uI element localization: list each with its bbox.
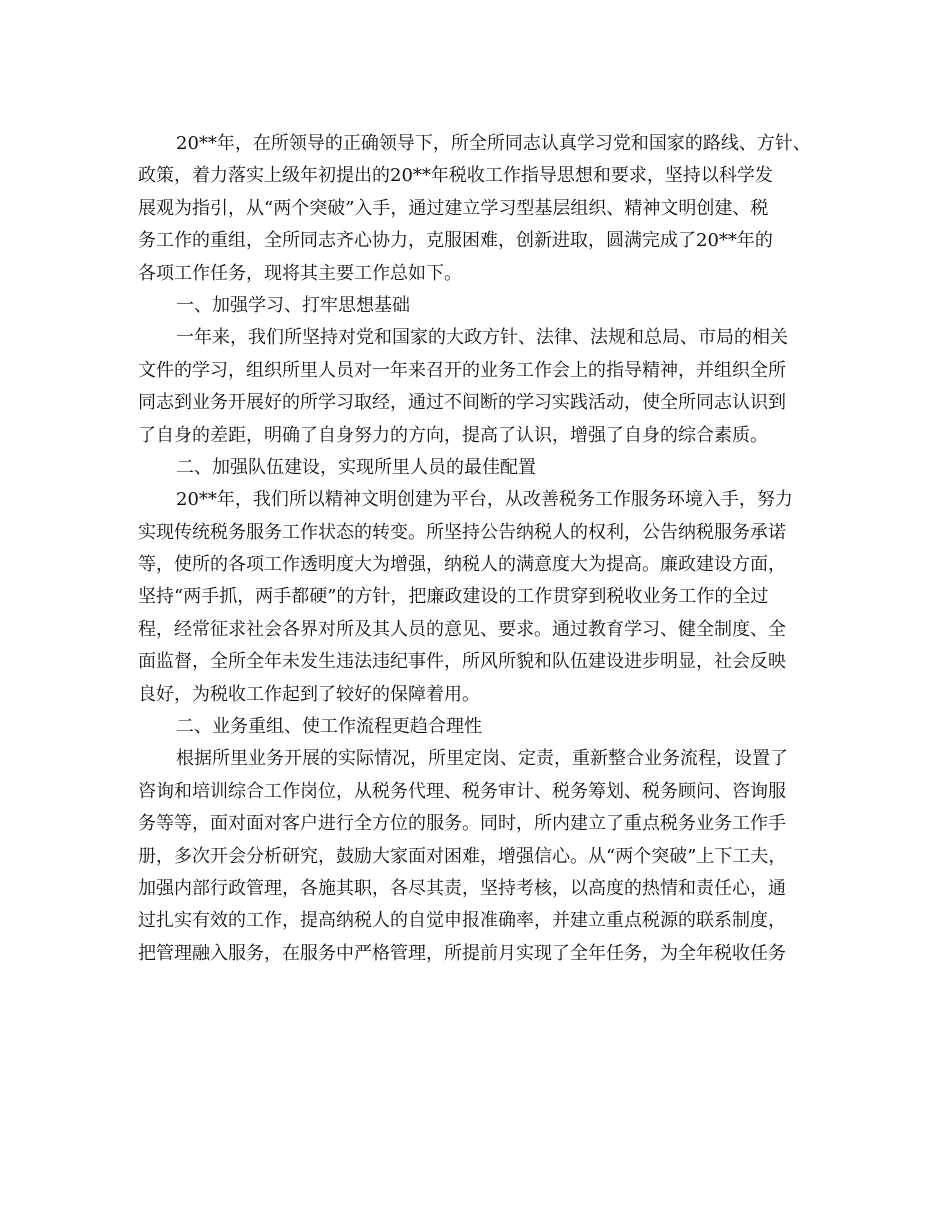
paragraph-intro-line-1: 20**年，在所领导的正确领导下，所全所同志认真学习党和国家的路线、方针、 <box>176 133 811 154</box>
paragraph-team-line-3: 等，使所的各项工作透明度大为增强，纳税人的满意度大为提高。廉政建设方面， <box>138 554 786 576</box>
section-heading-2: 二、加强队伍建设，实现所里人员的最佳配置 <box>176 456 536 478</box>
paragraph-intro-line-4: 务工作的重组，全所同志齐心协力，克服困难，创新进取，圆满完成了20**年的 <box>138 230 773 252</box>
section-heading-3: 二、业务重组、使工作流程更趋合理性 <box>176 716 482 738</box>
paragraph-team-line-5: 程，经常征求社会各界对所及其人员的意见、要求。通过教育学习、健全制度、全 <box>138 618 786 640</box>
paragraph-study-line-3: 同志到业务开展好的所学习取经，通过不间断的学习实践活动，使全所同志认识到 <box>138 392 786 414</box>
paragraph-study-line-4: 了自身的差距，明确了自身努力的方向，提高了认识，增强了自身的综合素质。 <box>138 424 768 446</box>
paragraph-team-line-7: 良好，为税收工作起到了较好的保障着用。 <box>138 683 480 705</box>
paragraph-team-line-2: 实现传统税务服务工作状态的转变。所坚持公告纳税人的权利，公告纳税服务承诺 <box>138 521 786 543</box>
paragraph-reorg-line-6: 过扎实有效的工作，提高纳税人的自觉申报准确率，并建立重点税源的联系制度， <box>138 910 786 932</box>
paragraph-team-line-1: 20**年，我们所以精神文明创建为平台，从改善税务工作服务环境入手，努力 <box>176 489 793 511</box>
document-body <box>138 128 838 970</box>
paragraph-reorg-line-2: 咨询和培训综合工作岗位，从税务代理、税务审计、税务筹划、税务顾问、咨询服 <box>138 780 786 802</box>
paragraph-study-line-2: 文件的学习，组织所里人员对一年来召开的业务工作会上的指导精神，并组织全所 <box>138 359 786 381</box>
paragraph-team-line-4: 坚持“两手抓，两手都硬”的方针，把廉政建设的工作贯穿到税收业务工作的全过 <box>138 586 769 608</box>
paragraph-intro-line-3: 展观为指引，从“两个突破”入手，通过建立学习型基层组织、精神文明创建、税 <box>138 197 769 219</box>
paragraph-reorg-line-1: 根据所里业务开展的实际情况，所里定岗、定责，重新整合业务流程，设置了 <box>176 748 788 770</box>
paragraph-reorg-line-5: 加强内部行政管理，各施其职，各尽其责，坚持考核，以高度的热情和责任心，通 <box>138 877 786 899</box>
paragraph-reorg-line-4: 册，多次开会分析研究，鼓励大家面对困难，增强信心。从“两个突破”上下工夫， <box>138 845 787 867</box>
paragraph-intro-line-2: 政策，着力落实上级年初提出的20**年税收工作指导思想和要求，坚持以科学发 <box>138 165 773 187</box>
paragraph-reorg-line-3: 务等等，面对面对客户进行全方位的服务。同时，所内建立了重点税务业务工作手 <box>138 813 786 835</box>
paragraph-reorg-line-7: 把管理融入服务，在服务中严格管理，所提前月实现了全年任务，为全年税收任务 <box>138 942 786 964</box>
paragraph-study-line-1: 一年来，我们所坚持对党和国家的大政方针、法律、法规和总局、市局的相关 <box>176 327 788 349</box>
section-heading-1: 一、加强学习、打牢思想基础 <box>176 294 410 316</box>
paragraph-team-line-6: 面监督，全所全年未发生违法违纪事件，所风所貌和队伍建设进步明显，社会反映 <box>138 651 786 673</box>
paragraph-intro-line-5: 各项工作任务，现将其主要工作总如下。 <box>138 262 462 284</box>
